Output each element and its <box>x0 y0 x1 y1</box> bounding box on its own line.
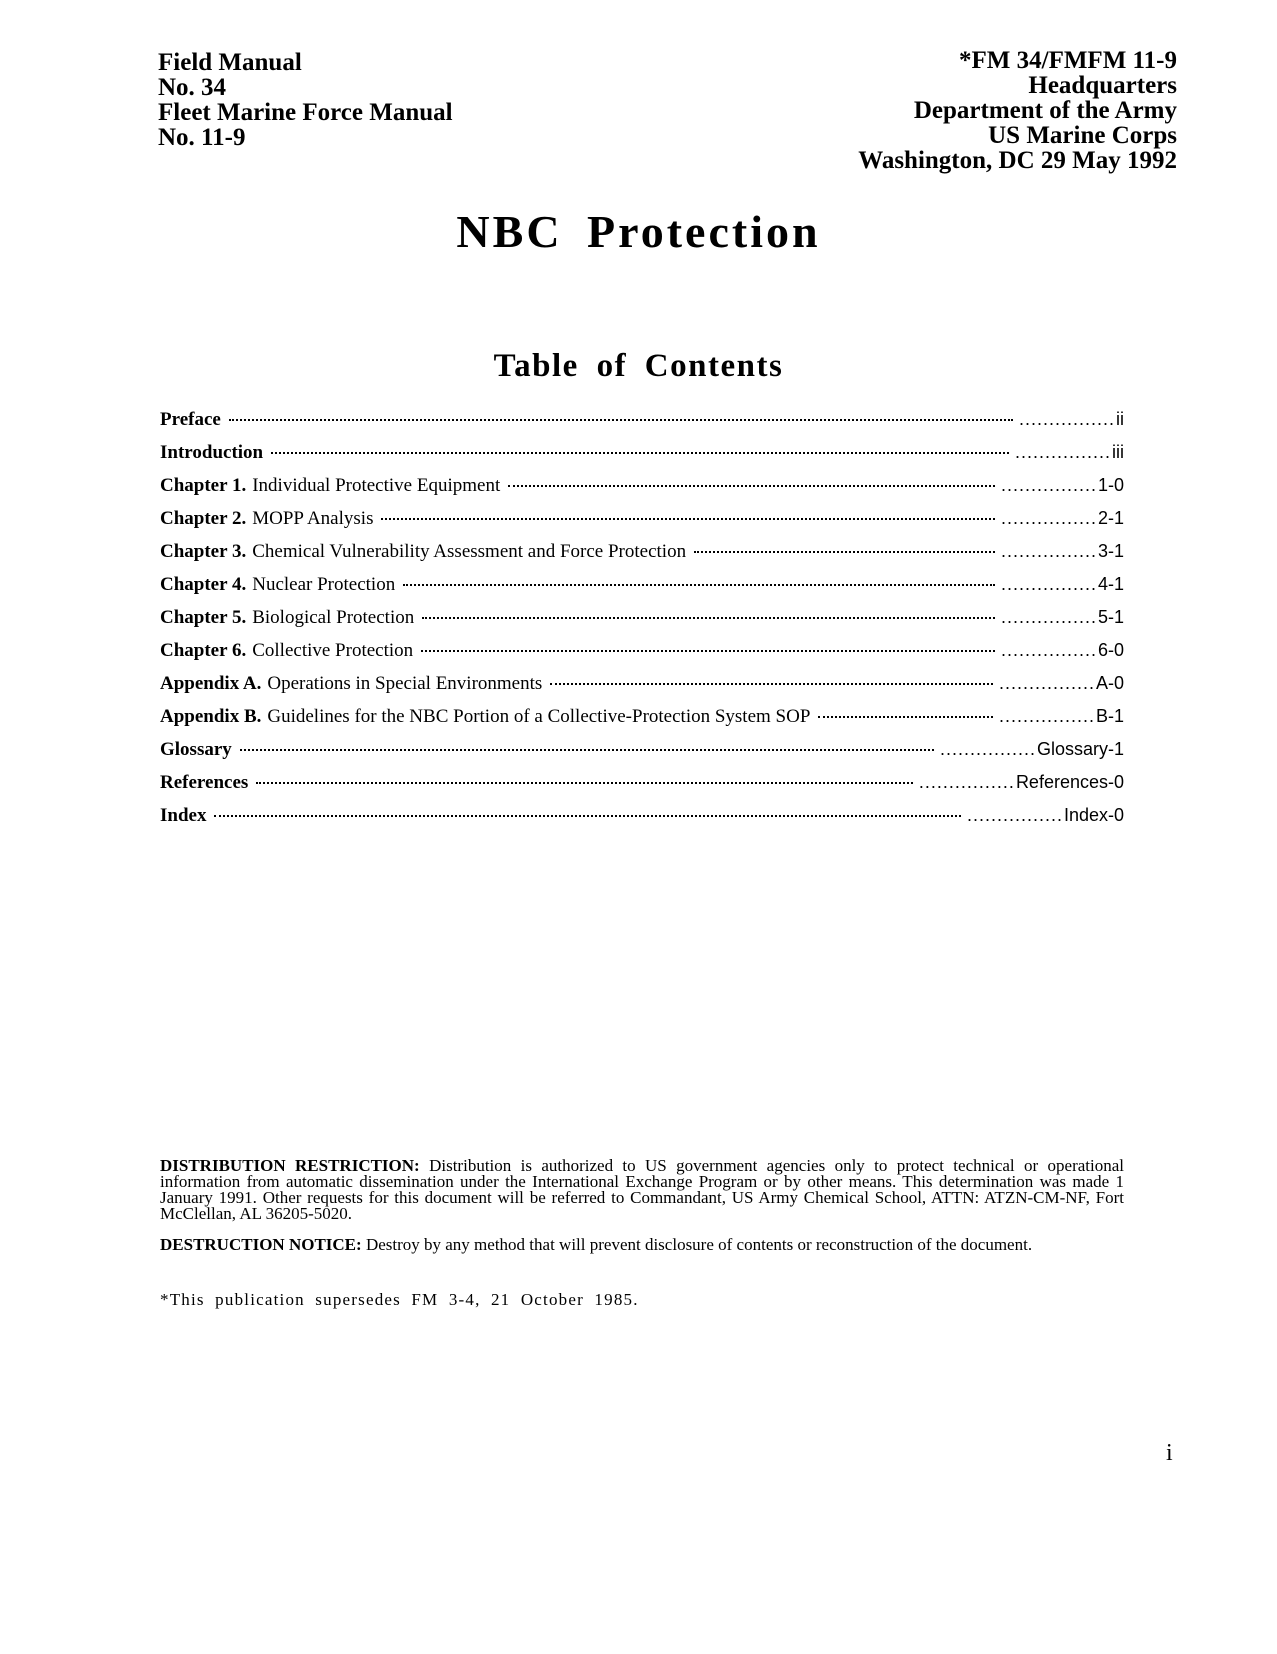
header-right-line: Department of the Army <box>913 97 1177 124</box>
toc-entry[interactable] <box>160 805 1124 838</box>
toc-entry-label: Chapter 2. <box>160 508 247 529</box>
toc-entry[interactable] <box>160 574 1124 607</box>
toc-entry-label: Appendix B. <box>160 706 262 727</box>
dot-leader <box>240 749 934 751</box>
dot-leader <box>256 782 913 784</box>
toc-entry-page: ..... 5-1 <box>1001 607 1124 628</box>
distribution-restriction <box>160 1158 1124 1222</box>
toc-entry-title: Biological Protection <box>252 607 415 628</box>
header-right-line: Washington, DC 29 May 1992 <box>858 147 1177 174</box>
toc-entry-title: Chemical Vulnerability Assessment and Force Protection <box>252 541 687 562</box>
toc-entry[interactable] <box>160 673 1124 706</box>
header-left <box>158 50 453 150</box>
destruction-notice-label: DESTRUCTION NOTICE: <box>160 1235 362 1254</box>
dot-leader <box>271 452 1009 454</box>
toc-entry-page: ..... Index-0 <box>967 805 1124 826</box>
dot-leader <box>421 650 995 652</box>
destruction-notice <box>160 1236 1124 1254</box>
dot-leader <box>550 683 993 685</box>
dot-leader <box>694 551 995 553</box>
header-left-line: No. 34 <box>158 74 227 101</box>
toc-entry-page: ..... 3-1 <box>1001 541 1124 562</box>
toc-entry[interactable] <box>160 541 1124 574</box>
header-right-line: US Marine Corps <box>988 122 1177 149</box>
toc-entry[interactable] <box>160 706 1124 739</box>
toc-entry[interactable] <box>160 640 1124 673</box>
supersedes-note: *This publication supersedes FM 3-4, 21 October 1985. <box>160 1290 639 1309</box>
toc-entry-label: Preface <box>160 409 221 430</box>
header-right-line: *FM 34/FMFM 11-9 <box>959 47 1177 74</box>
toc-entry-title: Collective Protection <box>252 640 414 661</box>
dot-leader <box>229 419 1013 421</box>
dot-leader <box>214 815 960 817</box>
toc-entry-title: Operations in Special Environments <box>267 673 543 694</box>
dot-leader <box>508 485 995 487</box>
toc-entry-page: ..... B-1 <box>999 706 1124 727</box>
toc-entry[interactable] <box>160 409 1124 442</box>
header-right <box>858 48 1177 173</box>
dot-leader <box>403 584 995 586</box>
header-left-line: No. 11-9 <box>158 124 246 151</box>
toc-heading: Table of Contents <box>493 348 784 384</box>
toc-entry-label: Chapter 4. <box>160 574 247 595</box>
toc-entry[interactable] <box>160 475 1124 508</box>
toc-entry-page: ..... 4-1 <box>1001 574 1124 595</box>
toc-entry-label: Appendix A. <box>160 673 262 694</box>
toc-entry-label: References <box>160 772 249 793</box>
distribution-restriction-label: DISTRIBUTION RESTRICTION: <box>160 1156 420 1175</box>
toc-entry-page: ..... 6-0 <box>1001 640 1124 661</box>
toc-entry-title: Guidelines for the NBC Portion of a Collective-Protection System SOP <box>267 706 811 727</box>
dot-leader <box>422 617 995 619</box>
dot-leader <box>818 716 993 718</box>
toc-entry-label: Introduction <box>160 442 264 463</box>
toc-entry-label: Chapter 3. <box>160 541 247 562</box>
toc-entry-page: ..... References-0 <box>919 772 1124 793</box>
dot-leader <box>381 518 995 520</box>
toc-entry-page: ..... iii <box>1015 442 1124 463</box>
toc-entry-label: Chapter 6. <box>160 640 247 661</box>
toc-entry-title: MOPP Analysis <box>252 508 374 529</box>
toc-entry-title: Individual Protective Equipment <box>252 475 501 496</box>
toc-entry[interactable] <box>160 772 1124 805</box>
toc-entry[interactable] <box>160 607 1124 640</box>
toc-entry-label: Index <box>160 805 207 826</box>
toc-entry-label: Glossary <box>160 739 232 760</box>
toc-entry-page: ..... ii <box>1019 409 1124 430</box>
toc-entry[interactable] <box>160 508 1124 541</box>
toc-entry-page: ..... 2-1 <box>1001 508 1124 529</box>
header-right-line: Headquarters <box>1028 72 1177 99</box>
toc-entry-title: Nuclear Protection <box>252 574 396 595</box>
table-of-contents <box>160 409 1124 838</box>
toc-entry-page: ..... 1-0 <box>1001 475 1124 496</box>
header-left-line: Field Manual <box>158 49 302 76</box>
toc-entry-label: Chapter 5. <box>160 607 247 628</box>
page-number: i <box>1166 1440 1173 1466</box>
toc-entry-page: ..... Glossary-1 <box>940 739 1124 760</box>
toc-entry[interactable] <box>160 739 1124 772</box>
document-title: NBC Protection <box>456 206 821 257</box>
toc-entry[interactable] <box>160 442 1124 475</box>
toc-entry-page: ..... A-0 <box>999 673 1124 694</box>
destruction-notice-text: Destroy by any method that will prevent disclosure of contents or reconstruction of the document. <box>365 1235 1033 1254</box>
header-left-line: Fleet Marine Force Manual <box>158 99 453 126</box>
toc-entry-label: Chapter 1. <box>160 475 247 496</box>
distribution-restriction-text: Distribution is authorized to US government agencies only to protect technical or operational information from automatic dissemination under the International Exchange Program or by other means. This determination was made 1 January 1991. Other requests for this document will be referred to Commandant, US Army Chemical School, ATTN: ATZN-CM-NF, Fort McClellan, AL 36205-5020. <box>160 1156 1125 1223</box>
